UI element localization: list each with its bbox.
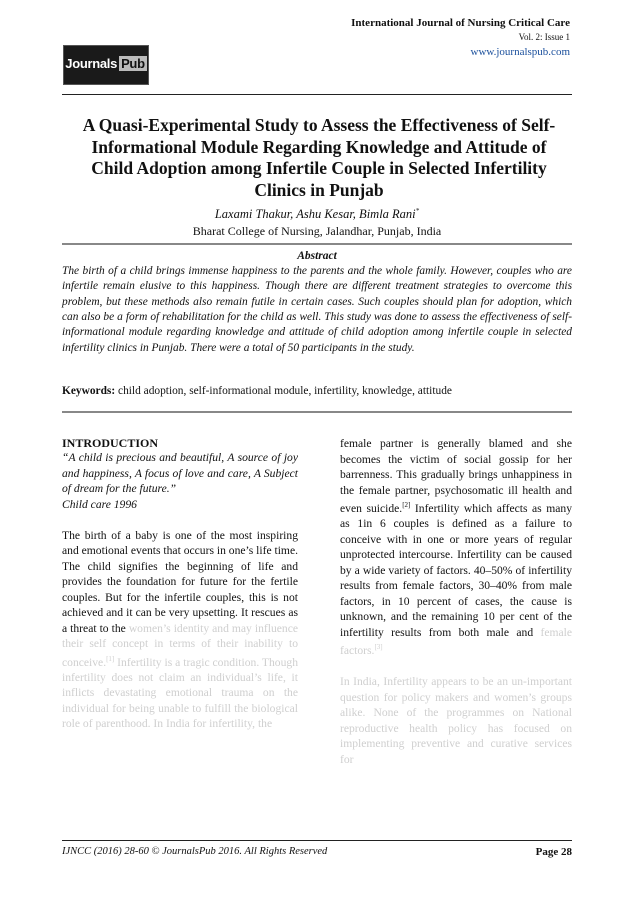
introduction-heading: INTRODUCTION <box>62 436 159 450</box>
keywords-line <box>62 384 572 399</box>
footer-citation: IJNCC (2016) 28-60 © JournalsPub 2016. All Rights Reserved <box>62 846 328 857</box>
journal-name: International Journal of Nursing Critical Care <box>351 17 570 29</box>
corresponding-author-mark: * <box>415 207 420 215</box>
epigraph-quote: “A child is precious and beautiful, A source of joy and happiness, A focus of love and care, A Subject of dream for the future.” <box>62 451 298 495</box>
logo-main-text: Journals <box>65 56 118 71</box>
author-affiliation: Bharat College of Nursing, Jalandhar, Punjab, India <box>192 224 442 238</box>
citation-ref: [2] <box>402 501 411 509</box>
faded-text: female factors. <box>340 625 572 658</box>
footer-divider <box>62 840 572 841</box>
abstract-text: The birth of a child brings immense happiness to the parents and the whole family. However, couples who are infertile remain elusive to this happiness. Though there are different treatment strategies to overcome this problem, but these methods also remain futile in certain cases. Such couples should plan for adoption, which can also be a form of rehabilitation for the child as well. This study was done to assess the effectiveness of self-informational module regarding knowledge and attitude of child adoption among infertile couple in selected infertility clinics in Punjab. There were a total of 50 participants in the study. <box>62 265 572 354</box>
journal-volume: Vol. 2: Issue 1 <box>518 32 570 42</box>
faded-text: women’s identity and may influence their self concept in terms of their inability to conceive. <box>62 621 298 669</box>
citation-ref: [1] <box>106 654 115 663</box>
journal-website-link[interactable]: www.journalspub.com <box>470 46 570 58</box>
keywords-divider <box>62 411 572 413</box>
paper-authors: Laxami Thakur, Ashu Kesar, Bimla Rani* <box>214 207 420 222</box>
epigraph-source: Child care 1996 <box>62 497 137 511</box>
page-number: Page 28 <box>535 846 572 858</box>
intro-paragraph-3: In India, Infertility appears to be an un-important question for policy makers and women’s groups alike. None of the programmes on National reproductive health policy has focused on implementing preventive and curative services for <box>340 675 572 766</box>
logo-sub-text: Pub <box>121 56 145 71</box>
keywords-label: Keywords: <box>62 385 116 397</box>
right-column <box>340 436 572 767</box>
left-column <box>62 436 298 732</box>
keywords-text: child adoption, self-informational module, infertility, knowledge, attitude <box>118 385 452 397</box>
citation-ref: [3] <box>374 643 383 652</box>
journalspub-logo <box>63 45 149 85</box>
faded-text: Infertility is a tragic condition. Though infertility does not claim an individual’s life, it inflicts devastating emotional trauma on the individual for being unable to fulfill the biological role of parenthood. In India for infertility, the <box>62 655 298 731</box>
paper-title: A Quasi-Experimental Study to Assess the Effectiveness of Self-Informational Module Regarding Knowledge and Attitude of Child Adoption among Infertile Couple in Selected Infertility Clinics in Punjab <box>82 115 556 200</box>
header-divider <box>62 94 572 95</box>
abstract-heading: Abstract <box>297 250 337 262</box>
abstract-top-divider <box>62 243 572 245</box>
intro-paragraph-1: The birth of a baby is one of the most inspiring and emotional events that occurs in one’s life time. The child signifies the beginning of life and provides the foundation for future for the fertile couples. But for the infertile couples, this is not achieved and it can be very upsetting. It rescues as a threat to the women’s identity and may influence their self concept in terms of their inability to conceive.[1] Infertility is a tragic condition. Though infertility does not claim an individual’s life, it inflicts devastating emotional trauma on the individual for being unable to fulfill the biological role of parenthood. In India for infertility, the <box>62 528 298 731</box>
intro-paragraph-2: female partner is generally blamed and she becomes the victim of social gossip for her barrenness. This gradually brings unhappiness in the female partner, psychosomatic ill health and even suicide.[2] Infertility which affects as many as 1in 6 couples is defined as a failure to conceive with in one or more years of regular unprotected intercourse. Infertility can be caused by a wide variety of factors. 40–50% of infertility results from female factors, 30–40% from male factors, in 10 percent of cases, the cause is unknown, and the remaining 10 per cent of the infertility results from both male and female factors.[3] <box>340 437 572 658</box>
